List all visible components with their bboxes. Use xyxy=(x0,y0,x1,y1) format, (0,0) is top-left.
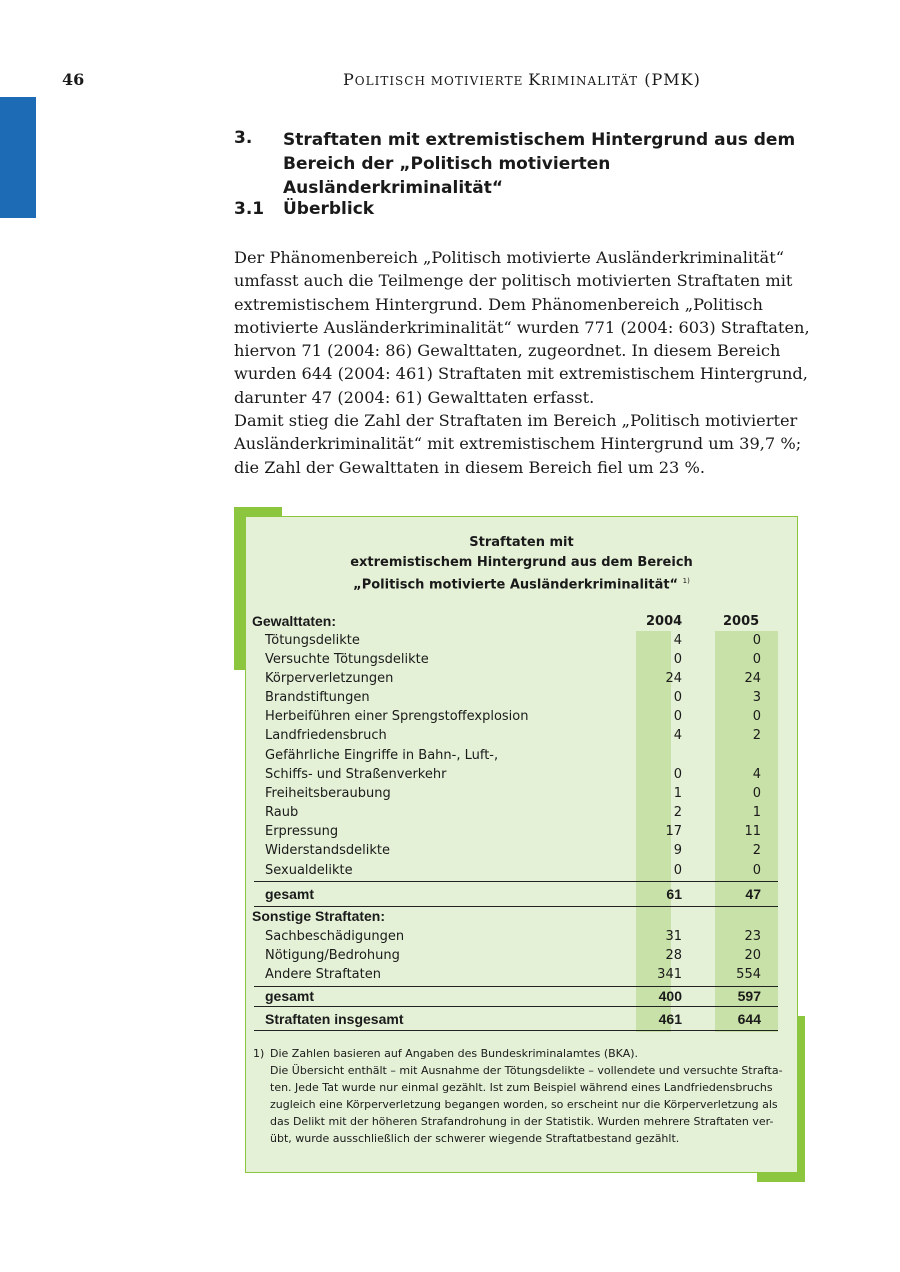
footnote-line: Die Übersicht enthält – mit Ausnahme der Tötungsdelikte – vollendete und versuchte Strafta- xyxy=(270,1064,783,1077)
value-2005: 0 xyxy=(752,652,761,667)
table-row xyxy=(246,688,797,707)
body-line: Der Phänomenbereich „Politisch motivierte Ausländerkriminalität“ xyxy=(234,248,784,267)
value-2004: 17 xyxy=(665,824,682,839)
value-2005: 0 xyxy=(752,786,761,801)
table-rule xyxy=(254,906,778,907)
table-row xyxy=(246,927,797,946)
table-row xyxy=(246,965,797,984)
total-2004: 61 xyxy=(666,886,682,902)
table-row xyxy=(246,631,797,650)
table-title-line: Straftaten mit xyxy=(469,535,574,550)
row-label: Sachbeschädigungen xyxy=(265,929,405,944)
row-label: Körperverletzungen xyxy=(265,671,394,686)
footnote-reference: 1) xyxy=(682,577,690,585)
grand-total-2005: 644 xyxy=(737,1011,761,1027)
year-header-2005: 2005 xyxy=(723,614,760,629)
running-head-part: OLITISCH MOTIVIERTE xyxy=(354,74,529,88)
total-2005: 47 xyxy=(745,886,761,902)
section-title-line: Bereich der „Politisch motivierten Ausländerkriminalität“ xyxy=(283,154,611,198)
total-label: gesamt xyxy=(265,886,315,902)
row-label: Andere Straftaten xyxy=(265,967,381,982)
footnote-line: übt, wurde ausschließlich der schwerer wiegende Straftatbestand gezählt. xyxy=(270,1132,680,1145)
body-line: hiervon 71 (2004: 86) Gewalttaten, zugeordnet. In diesem Bereich xyxy=(234,341,781,361)
table-row xyxy=(246,669,797,688)
body-line: wurden 644 (2004: 461) Straftaten mit extremistischem Hintergrund, xyxy=(234,364,808,384)
value-2005: 1 xyxy=(752,805,761,820)
table-row xyxy=(246,946,797,965)
row-label: Schiffs- und Straßenverkehr xyxy=(265,767,447,782)
grand-total-row xyxy=(246,1009,797,1028)
body-text xyxy=(234,246,814,479)
page-number: 46 xyxy=(62,70,85,89)
body-line: Damit stieg die Zahl der Straftaten im Bereich „Politisch motivierter xyxy=(234,411,798,431)
footnote-line: das Delikt mit der höheren Strafandrohung in der Statistik. Wurden mehrere Straftaten ver- xyxy=(270,1115,774,1128)
table-row xyxy=(246,746,797,765)
table-rule xyxy=(254,1006,778,1007)
body-line: darunter 47 (2004: 61) Gewalttaten erfasst. xyxy=(234,387,595,407)
running-head-part: K xyxy=(528,70,542,89)
value-2005: 3 xyxy=(752,690,761,705)
row-label: Tötungsdelikte xyxy=(265,633,360,648)
value-2004: 341 xyxy=(657,967,682,982)
value-2005: 24 xyxy=(744,671,761,686)
value-2005: 2 xyxy=(752,728,761,743)
subsection-title: Überblick xyxy=(283,199,375,219)
value-2004: 0 xyxy=(673,690,682,705)
row-label: Sexualdelikte xyxy=(265,863,353,878)
value-2005: 0 xyxy=(752,633,761,648)
table-title xyxy=(246,533,797,595)
value-2004: 0 xyxy=(673,767,682,782)
total-2005: 597 xyxy=(737,988,761,1004)
row-label: Landfriedensbruch xyxy=(265,728,387,743)
blue-margin-bar xyxy=(0,97,36,218)
row-label: Widerstandsdelikte xyxy=(265,843,390,858)
table-row xyxy=(246,822,797,841)
footnote-line: Die Zahlen basieren auf Angaben des Bundeskriminalamtes (BKA). xyxy=(270,1047,639,1060)
body-line: Ausländerkriminalität“ mit extremistischem Hintergrund um 39,7 %; xyxy=(234,434,802,454)
footnote-mark: 1) xyxy=(253,1047,265,1060)
total-label: gesamt xyxy=(265,988,315,1004)
value-2004: 28 xyxy=(665,948,682,963)
body-line: motivierte Ausländerkriminalität“ wurden 771 (2004: 603) Straftaten, xyxy=(234,317,810,337)
running-head-part: P xyxy=(343,70,355,89)
running-head-part: RIMINALITÄT xyxy=(541,74,639,88)
table-title-line xyxy=(246,572,797,595)
total-row-other xyxy=(246,986,797,1005)
section-label-violent: Gewalttaten: xyxy=(252,613,337,629)
row-label: Erpressung xyxy=(265,824,339,839)
running-head-part: (PMK) xyxy=(638,70,701,89)
value-2004: 9 xyxy=(673,843,682,858)
value-2004: 0 xyxy=(673,863,682,878)
value-2005: 11 xyxy=(744,824,761,839)
value-2004: 2 xyxy=(673,805,682,820)
table-title-line: extremistischem Hintergrund aus dem Bereich xyxy=(350,554,693,570)
row-label: Raub xyxy=(265,805,299,820)
value-2005: 23 xyxy=(744,929,761,944)
grand-total-2004: 461 xyxy=(658,1011,682,1027)
value-2004: 31 xyxy=(665,929,682,944)
grand-total-label: Straftaten insgesamt xyxy=(265,1011,404,1027)
section-number: 3. xyxy=(234,128,253,148)
value-2004: 0 xyxy=(673,652,682,667)
value-2005: 20 xyxy=(744,948,761,963)
table-row xyxy=(246,765,797,784)
year-header-2004: 2004 xyxy=(646,614,683,629)
row-label: Nötigung/Bedrohung xyxy=(265,948,400,963)
body-line: die Zahl der Gewalttaten in diesem Bereich fiel um 23 %. xyxy=(234,457,705,477)
table-row xyxy=(246,784,797,803)
table-row xyxy=(246,726,797,745)
running-head xyxy=(343,70,701,89)
footnote-text xyxy=(270,1045,790,1147)
table-rule xyxy=(254,1030,778,1031)
row-label: Gefährliche Eingriffe in Bahn-, Luft-, xyxy=(265,748,499,763)
footnote-line: zugleich eine Körperverletzung begangen worden, so erscheint nur die Körperverletzung als xyxy=(270,1098,778,1111)
table-row xyxy=(246,707,797,726)
table-rule xyxy=(254,881,778,882)
table-row xyxy=(246,650,797,669)
table-title-text: „Politisch motivierte Ausländerkriminalität“ xyxy=(353,577,679,593)
body-line: umfasst auch die Teilmenge der politisch motivierten Straftaten mit xyxy=(234,271,793,291)
row-label: Brandstiftungen xyxy=(265,690,370,705)
footnote-line: ten. Jede Tat wurde nur einmal gezählt. Ist zum Beispiel während eines Landfriedensbruchs xyxy=(270,1081,773,1094)
value-2005: 2 xyxy=(752,843,761,858)
body-line: extremistischem Hintergrund. Dem Phänomenbereich „Politisch xyxy=(234,294,763,314)
value-2005: 0 xyxy=(752,709,761,724)
section-title-line: Straftaten mit extremistischem Hintergrund aus dem xyxy=(283,130,796,150)
row-label: Versuchte Tötungsdelikte xyxy=(265,652,429,667)
value-2004: 0 xyxy=(673,709,682,724)
table-row xyxy=(246,803,797,822)
statistics-box xyxy=(245,516,798,1173)
value-2004: 24 xyxy=(665,671,682,686)
table-row xyxy=(246,841,797,860)
value-2005: 4 xyxy=(752,767,761,782)
value-2005: 0 xyxy=(752,863,761,878)
row-label: Freiheitsberaubung xyxy=(265,786,391,801)
section-title xyxy=(283,128,823,200)
value-2004: 4 xyxy=(673,633,682,648)
total-row-violent xyxy=(246,884,797,903)
value-2005: 554 xyxy=(736,967,761,982)
table-row xyxy=(246,861,797,880)
value-2004: 4 xyxy=(673,728,682,743)
section-label-other: Sonstige Straftaten: xyxy=(252,908,386,924)
total-2004: 400 xyxy=(658,988,682,1004)
subsection-number: 3.1 xyxy=(234,199,265,219)
value-2004: 1 xyxy=(673,786,682,801)
row-label: Herbeiführen einer Sprengstoffexplosion xyxy=(265,709,529,724)
